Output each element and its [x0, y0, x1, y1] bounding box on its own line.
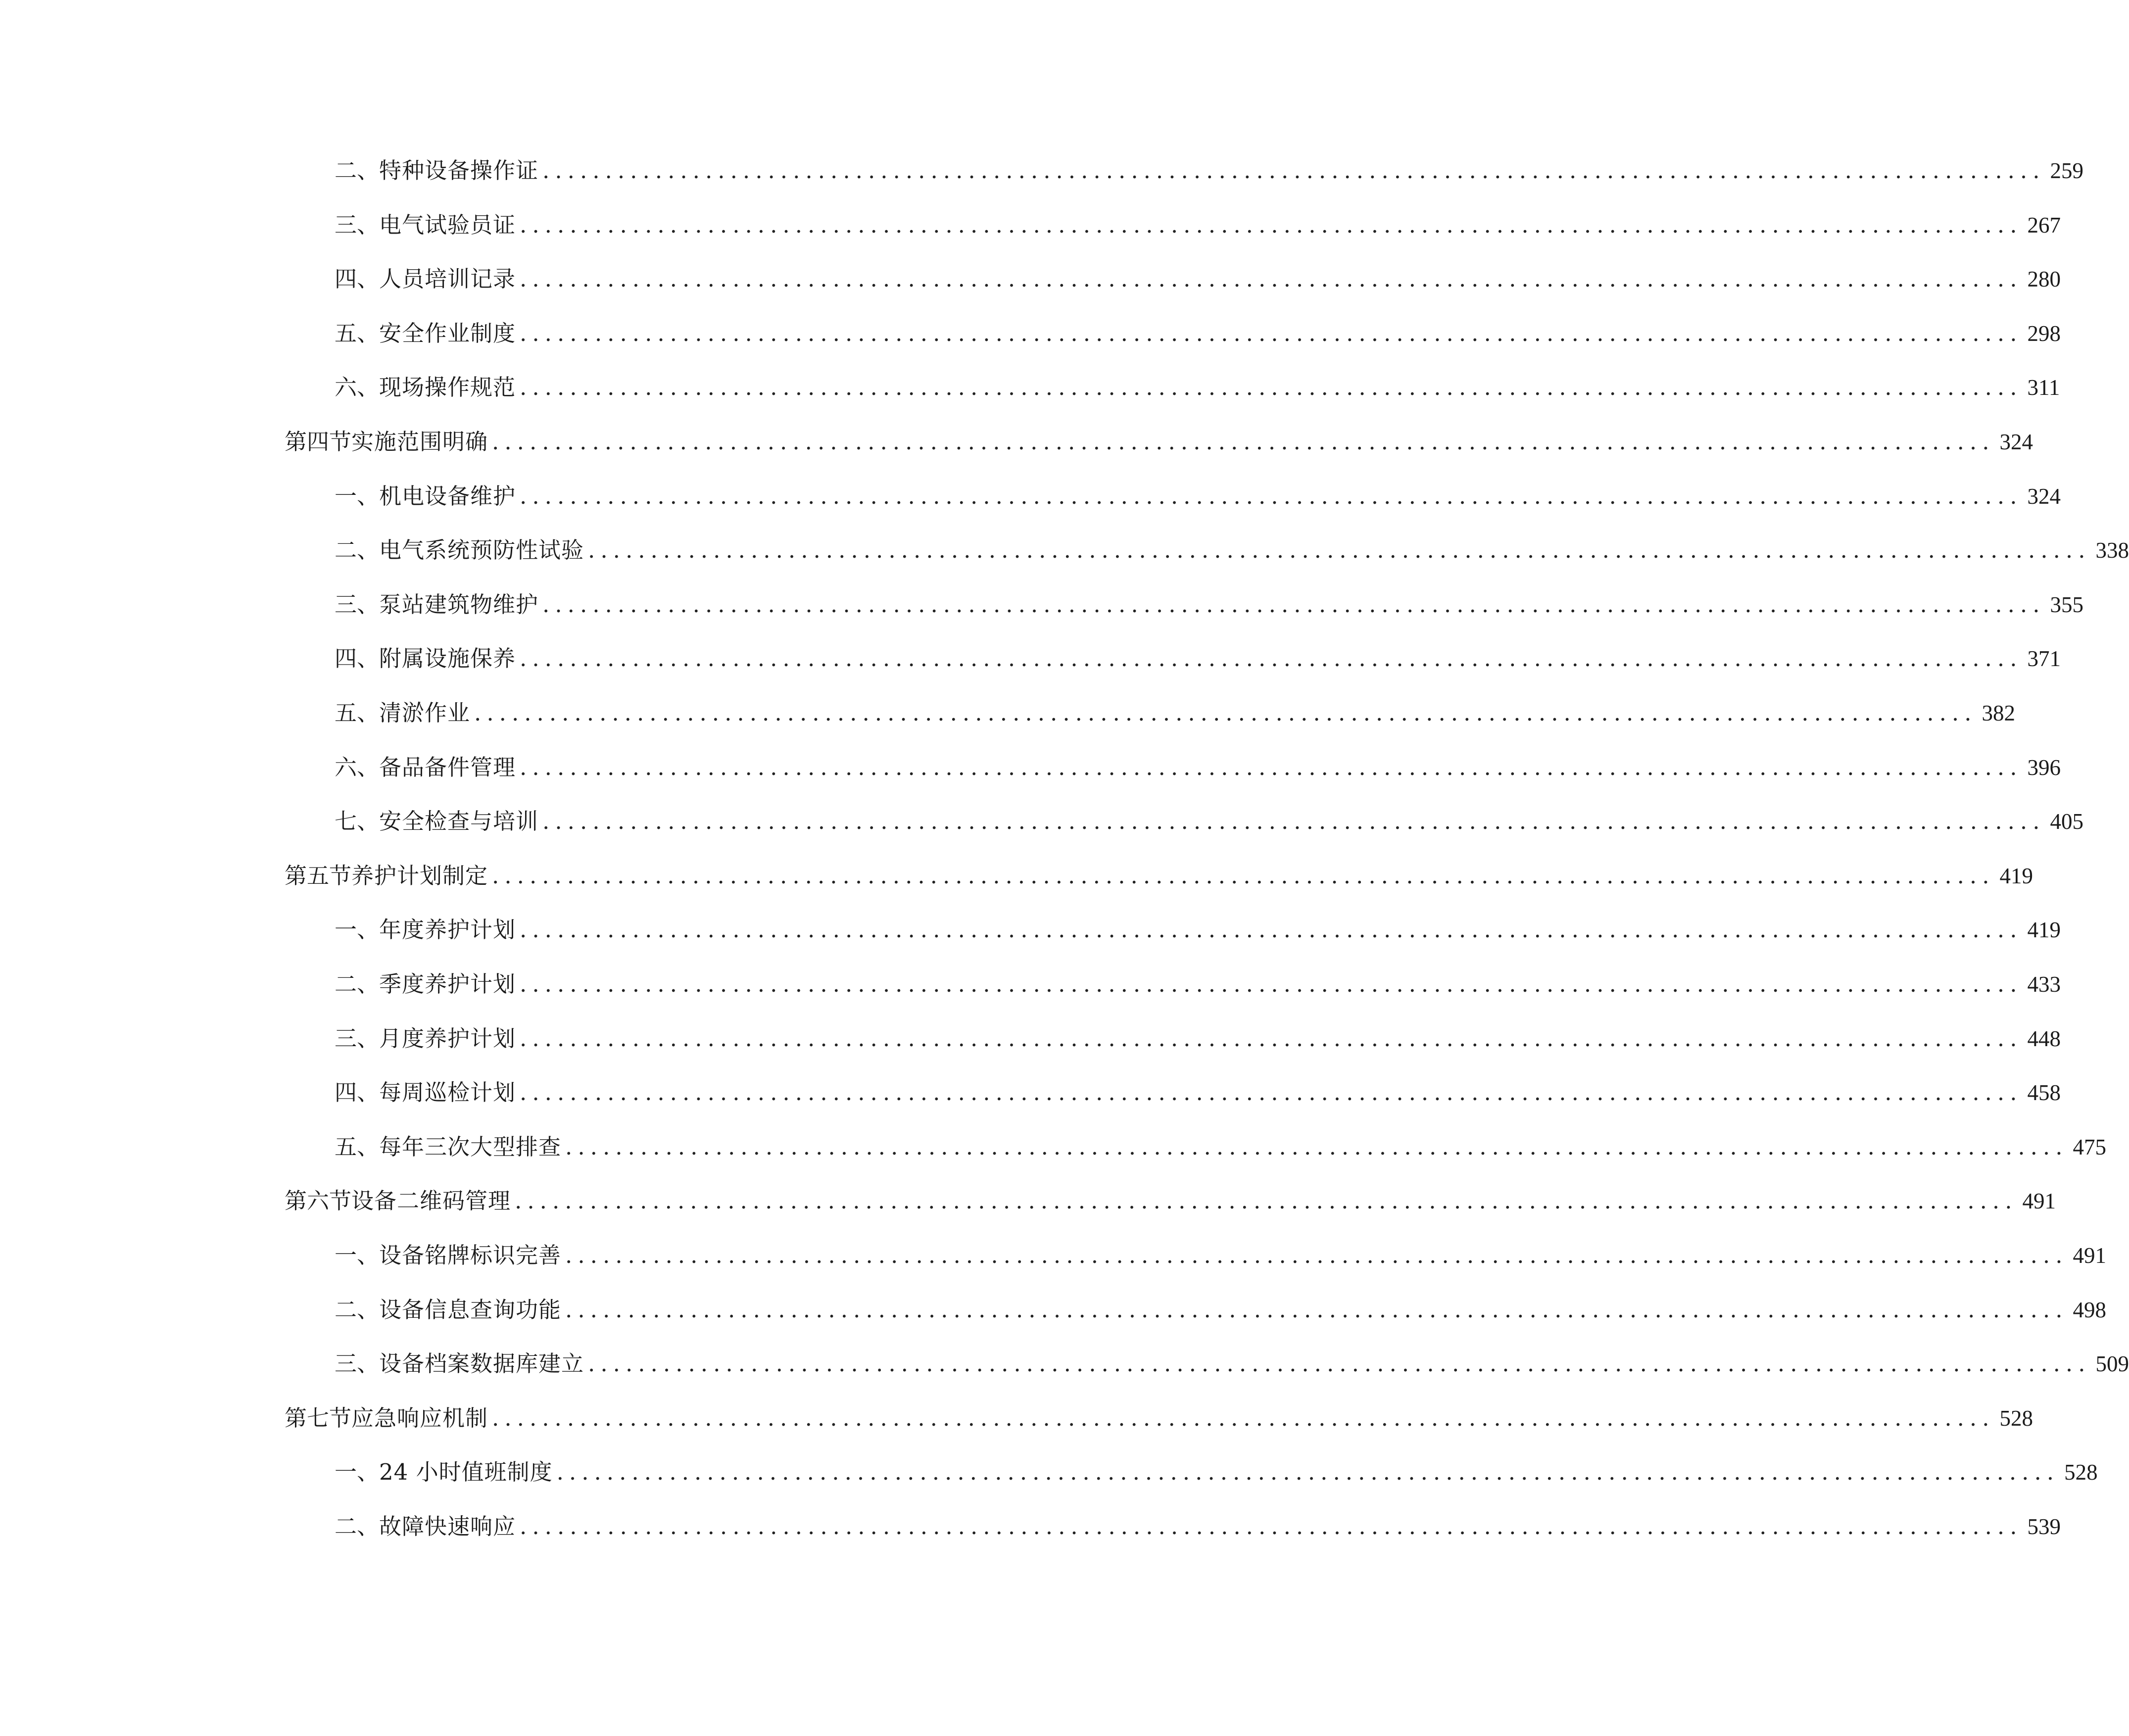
toc-subsection-entry[interactable] — [335, 1075, 2061, 1110]
toc-dot-leader: ........................................................................................................................ — [492, 1405, 1995, 1431]
toc-subsection-entry[interactable] — [335, 533, 2129, 568]
toc-dot-leader: ........................................................................................................................ — [515, 1188, 2018, 1214]
toc-dot-leader: ........................................................................................................................ — [520, 754, 2023, 780]
toc-entry-title: 清淤作业 — [379, 700, 471, 726]
toc-page-number: 280 — [2027, 267, 2061, 291]
toc-entry-title: 电气试验员证 — [379, 212, 516, 238]
toc-page-number: 396 — [2027, 755, 2061, 780]
toc-entry-number: 四、 — [335, 1079, 380, 1106]
toc-page-number: 419 — [1999, 864, 2033, 888]
toc-entry-title: 泵站建筑物维护 — [379, 591, 539, 618]
toc-subsection-entry[interactable] — [335, 316, 2061, 351]
toc-entry-title: 机电设备维护 — [379, 483, 516, 509]
toc-page-number: 448 — [2027, 1026, 2061, 1051]
toc-entry-title: 季度养护计划 — [379, 971, 516, 997]
toc-page-number: 539 — [2027, 1514, 2061, 1539]
toc-dot-leader: ........................................................................................................................ — [588, 1350, 2091, 1377]
toc-page-number: 405 — [2050, 809, 2084, 834]
toc-entry-number: 一、 — [335, 916, 380, 943]
toc-entry-title: 养护计划制定 — [351, 863, 488, 889]
toc-subsection-entry[interactable] — [335, 1238, 2107, 1273]
toc-dot-leader: ........................................................................................................................ — [520, 374, 2023, 400]
toc-subsection-entry[interactable] — [335, 370, 2060, 405]
toc-page-number: 433 — [2027, 972, 2061, 997]
toc-dot-leader: ........................................................................................................................ — [520, 645, 2023, 672]
toc-subsection-entry[interactable] — [335, 208, 2061, 242]
toc-page-number: 528 — [2064, 1460, 2098, 1485]
toc-page-number: 419 — [2027, 917, 2061, 942]
toc-dot-leader: ........................................................................................................................ — [520, 916, 2023, 943]
toc-entry-number: 二、 — [335, 157, 380, 184]
toc-entry-number: 一、 — [335, 1459, 380, 1485]
toc-entry-title: 安全作业制度 — [379, 320, 516, 346]
toc-page-number: 475 — [2073, 1135, 2107, 1159]
toc-entry-title: 设备二维码管理 — [351, 1188, 511, 1214]
toc-entry-number: 三、 — [335, 212, 380, 238]
toc-entry-number: 五、 — [335, 700, 380, 726]
toc-entry-title: 年度养护计划 — [379, 916, 516, 943]
toc-page-number: 371 — [2027, 646, 2061, 671]
toc-dot-leader: ........................................................................................................................ — [565, 1297, 2068, 1323]
toc-dot-leader: ........................................................................................................................ — [520, 1513, 2023, 1540]
toc-entry-title: 24 小时值班制度 — [379, 1459, 553, 1485]
toc-entry-title: 特种设备操作证 — [379, 157, 539, 184]
toc-subsection-entry[interactable] — [335, 1455, 2098, 1490]
toc-entry-number: 三、 — [335, 1350, 380, 1377]
toc-dot-leader: ........................................................................................................................ — [588, 537, 2091, 563]
toc-page-number: 338 — [2095, 538, 2129, 563]
toc-subsection-entry[interactable] — [335, 696, 2016, 730]
toc-dot-leader: ........................................................................................................................ — [542, 591, 2045, 618]
toc-entry-title: 每年三次大型排查 — [379, 1134, 562, 1160]
toc-dot-leader: ........................................................................................................................ — [542, 808, 2045, 834]
toc-subsection-entry[interactable] — [335, 967, 2061, 1002]
toc-section-entry[interactable] — [285, 425, 2033, 459]
toc-page-number: 298 — [2027, 321, 2061, 346]
toc-entry-number: 二、 — [335, 1513, 380, 1540]
toc-entry-title: 设备档案数据库建立 — [379, 1350, 584, 1377]
toc-dot-leader: ........................................................................................................................ — [556, 1459, 2060, 1485]
toc-entry-number: 二、 — [335, 1297, 380, 1323]
toc-entry-title: 附属设施保养 — [379, 645, 516, 672]
toc-section-entry[interactable] — [285, 1184, 2056, 1218]
toc-page-number: 267 — [2027, 213, 2061, 238]
toc-section-entry[interactable] — [285, 859, 2033, 893]
toc-subsection-entry[interactable] — [335, 587, 2084, 622]
toc-page-number: 259 — [2050, 158, 2084, 183]
toc-entry-number: 一、 — [335, 483, 380, 509]
toc-entry-number: 第六节 — [285, 1188, 352, 1214]
toc-entry-title: 人员培训记录 — [379, 266, 516, 292]
toc-entry-number: 第五节 — [285, 863, 352, 889]
toc-entry-number: 四、 — [335, 266, 380, 292]
toc-entry-title: 备品备件管理 — [379, 754, 516, 780]
toc-entry-title: 实施范围明确 — [351, 429, 488, 455]
toc-dot-leader: ........................................................................................................................ — [474, 700, 1977, 726]
toc-page-number: 324 — [2027, 484, 2061, 509]
toc-dot-leader: ........................................................................................................................ — [565, 1134, 2068, 1160]
toc-entry-number: 六、 — [335, 754, 380, 780]
toc-entry-title: 每周巡检计划 — [379, 1079, 516, 1106]
toc-entry-title: 设备铭牌标识完善 — [379, 1242, 562, 1268]
toc-dot-leader: ........................................................................................................................ — [520, 971, 2023, 997]
toc-entry-number: 五、 — [335, 1134, 380, 1160]
toc-page-number: 491 — [2073, 1243, 2107, 1268]
toc-subsection-entry[interactable] — [335, 1293, 2107, 1327]
toc-subsection-entry[interactable] — [335, 153, 2084, 188]
toc-page-number: 458 — [2027, 1080, 2061, 1105]
toc-entry-number: 二、 — [335, 971, 380, 997]
toc-page-number: 311 — [2027, 375, 2060, 400]
toc-dot-leader: ........................................................................................................................ — [520, 1025, 2023, 1052]
toc-subsection-entry[interactable] — [335, 262, 2061, 296]
toc-entry-title: 安全检查与培训 — [379, 808, 539, 834]
toc-page-number: 509 — [2095, 1351, 2129, 1376]
toc-dot-leader: ........................................................................................................................ — [565, 1242, 2068, 1268]
toc-section-entry[interactable] — [285, 1401, 2033, 1436]
toc-entry-title: 现场操作规范 — [379, 374, 516, 400]
toc-subsection-entry[interactable] — [335, 1130, 2107, 1164]
toc-entry-number: 四、 — [335, 645, 380, 672]
toc-dot-leader: ........................................................................................................................ — [520, 320, 2023, 346]
toc-subsection-entry[interactable] — [335, 1021, 2061, 1056]
toc-entry-number: 七、 — [335, 808, 380, 834]
toc-subsection-entry[interactable] — [335, 750, 2061, 785]
toc-dot-leader: ........................................................................................................................ — [520, 483, 2023, 509]
toc-page-number: 324 — [1999, 430, 2033, 454]
toc-entry-number: 三、 — [335, 1025, 380, 1052]
toc-entry-number: 二、 — [335, 537, 380, 563]
toc-entry-number: 第四节 — [285, 429, 352, 455]
toc-entry-title: 应急响应机制 — [351, 1405, 488, 1431]
toc-dot-leader: ........................................................................................................................ — [520, 266, 2023, 292]
toc-entry-number: 一、 — [335, 1242, 380, 1268]
toc-page-number: 491 — [2022, 1189, 2056, 1213]
toc-entry-title: 设备信息查询功能 — [379, 1297, 562, 1323]
toc-dot-leader: ........................................................................................................................ — [520, 212, 2023, 238]
toc-entry-title: 电气系统预防性试验 — [379, 537, 584, 563]
toc-page-number: 355 — [2050, 592, 2084, 617]
toc-subsection-entry[interactable] — [335, 1347, 2129, 1381]
toc-subsection-entry[interactable] — [335, 641, 2061, 676]
toc-subsection-entry[interactable] — [335, 804, 2084, 839]
toc-dot-leader: ........................................................................................................................ — [492, 863, 1995, 889]
toc-entry-number: 五、 — [335, 320, 380, 346]
toc-entry-title: 月度养护计划 — [379, 1025, 516, 1052]
toc-entry-title: 故障快速响应 — [379, 1513, 516, 1540]
toc-page-number: 382 — [1982, 701, 2016, 725]
toc-dot-leader: ........................................................................................................................ — [492, 429, 1995, 455]
toc-page-number: 528 — [1999, 1406, 2033, 1431]
toc-subsection-entry[interactable] — [335, 479, 2061, 514]
toc-page-number: 498 — [2073, 1298, 2107, 1322]
toc-dot-leader: ........................................................................................................................ — [520, 1079, 2023, 1106]
toc-subsection-entry[interactable] — [335, 1509, 2061, 1544]
toc-subsection-entry[interactable] — [335, 913, 2061, 947]
toc-entry-number: 六、 — [335, 374, 380, 400]
toc-entry-number: 三、 — [335, 591, 380, 618]
toc-dot-leader: ........................................................................................................................ — [542, 157, 2045, 184]
toc-entry-number: 第七节 — [285, 1405, 352, 1431]
